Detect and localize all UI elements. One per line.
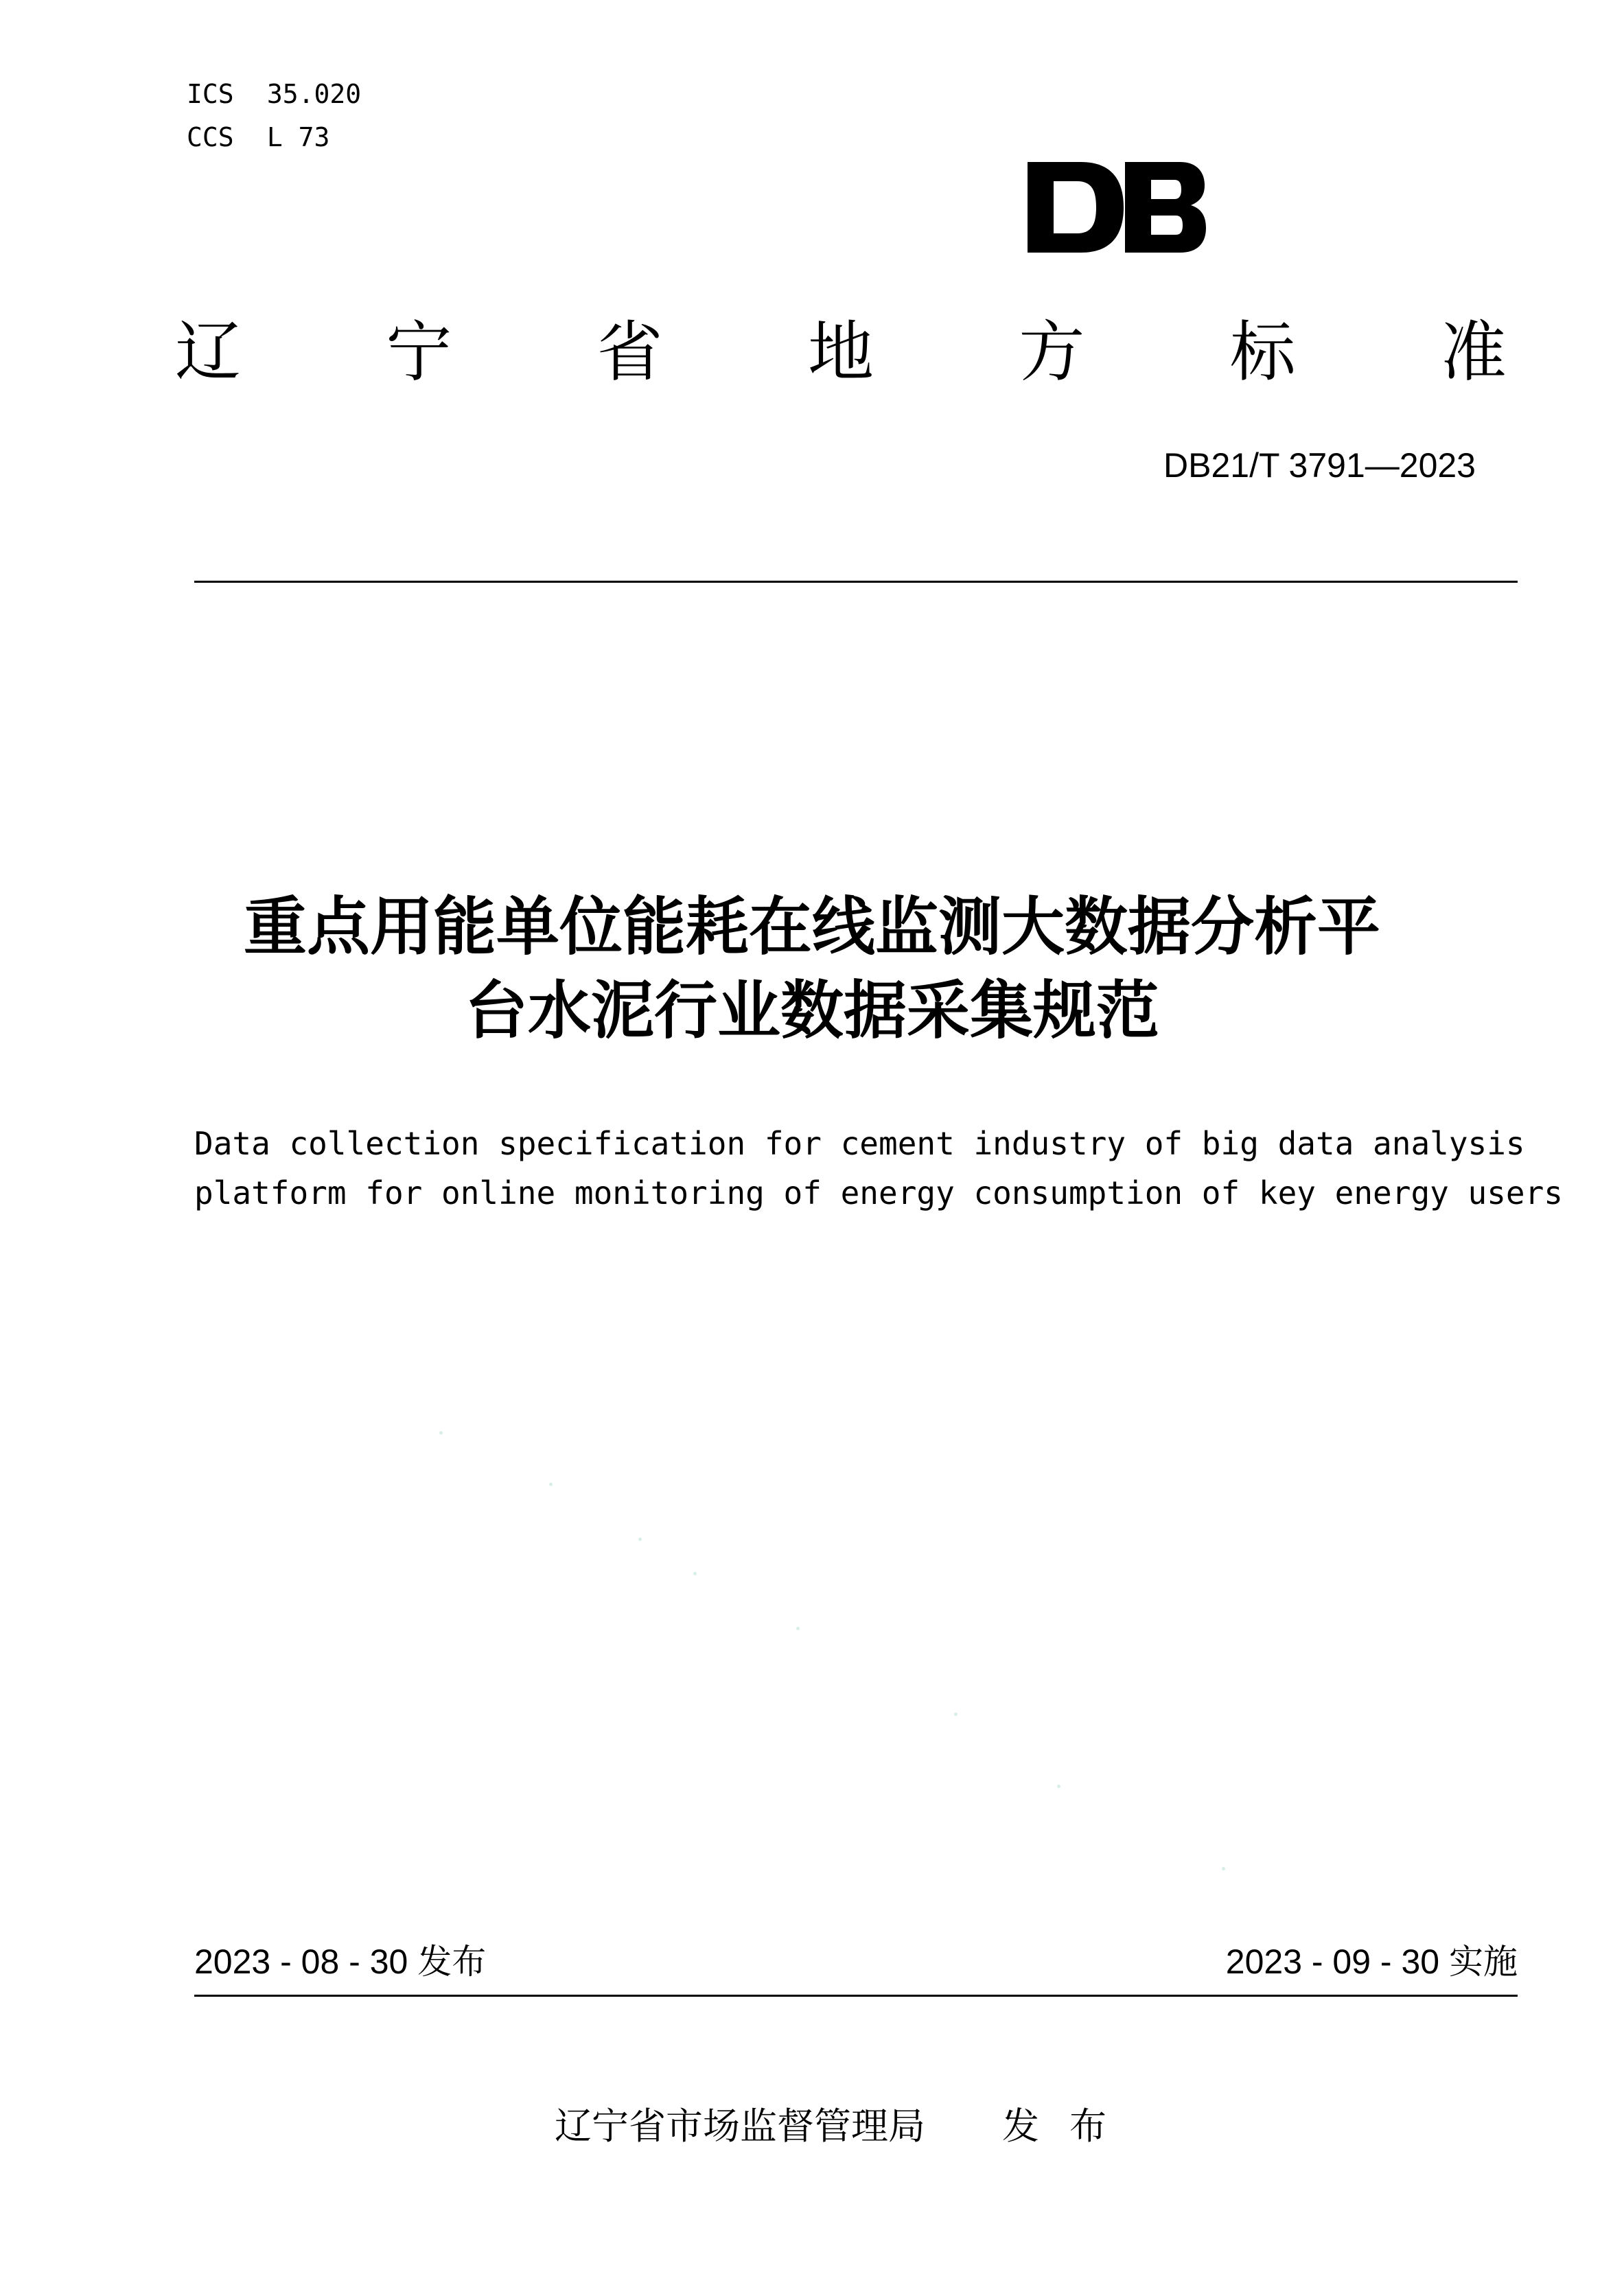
category-char: 宁 [386, 314, 452, 391]
ccs-code-line [187, 122, 329, 152]
scan-speck [638, 1538, 642, 1541]
english-title [194, 1119, 1563, 1218]
category-char: 标 [1229, 314, 1296, 391]
chinese-title-line-2: 台水泥行业数据采集规范 [464, 974, 1159, 1047]
ics-value: 35.020 [266, 79, 362, 109]
issuer-name: 辽宁省市场监督管理局 [555, 2104, 925, 2148]
issuer-line [555, 2104, 1137, 2148]
ics-label: ICS [187, 79, 234, 109]
category-char: 辽 [175, 314, 241, 391]
scan-speck [439, 1431, 443, 1435]
db-standard-logo [1028, 162, 1206, 253]
publish-date: 2023 - 08 - 30 发布 [194, 1943, 487, 1981]
ics-code-line [187, 79, 361, 109]
scan-speck [693, 1572, 697, 1575]
standard-category [175, 312, 1507, 392]
dates-divider [194, 1995, 1518, 1997]
ccs-label: CCS [187, 122, 234, 152]
standard-number: DB21/T 3791—2023 [1163, 446, 1476, 485]
issuer-action: 发布 [1002, 2104, 1137, 2148]
chinese-title [137, 885, 1487, 1053]
category-char: 准 [1440, 314, 1507, 391]
category-char: 方 [1019, 314, 1085, 391]
header-divider [194, 581, 1518, 583]
scan-speck [954, 1713, 958, 1716]
category-char: 地 [807, 314, 874, 391]
category-char: 省 [596, 314, 663, 391]
ccs-value: L 73 [266, 122, 330, 152]
english-title-line-2: platform for online monitoring of energy consumption of key energy users [194, 1174, 1563, 1211]
scan-speck [1057, 1785, 1060, 1788]
scan-speck [1222, 1867, 1225, 1870]
scan-speck [796, 1627, 800, 1630]
chinese-title-line-1: 重点用能单位能耗在线监测大数据分析平 [243, 890, 1380, 964]
implement-date: 2023 - 09 - 30 实施 [1225, 1943, 1518, 1981]
english-title-line-1: Data collection specification for cement industry of big data analysis [194, 1125, 1525, 1162]
scan-speck [549, 1483, 553, 1486]
